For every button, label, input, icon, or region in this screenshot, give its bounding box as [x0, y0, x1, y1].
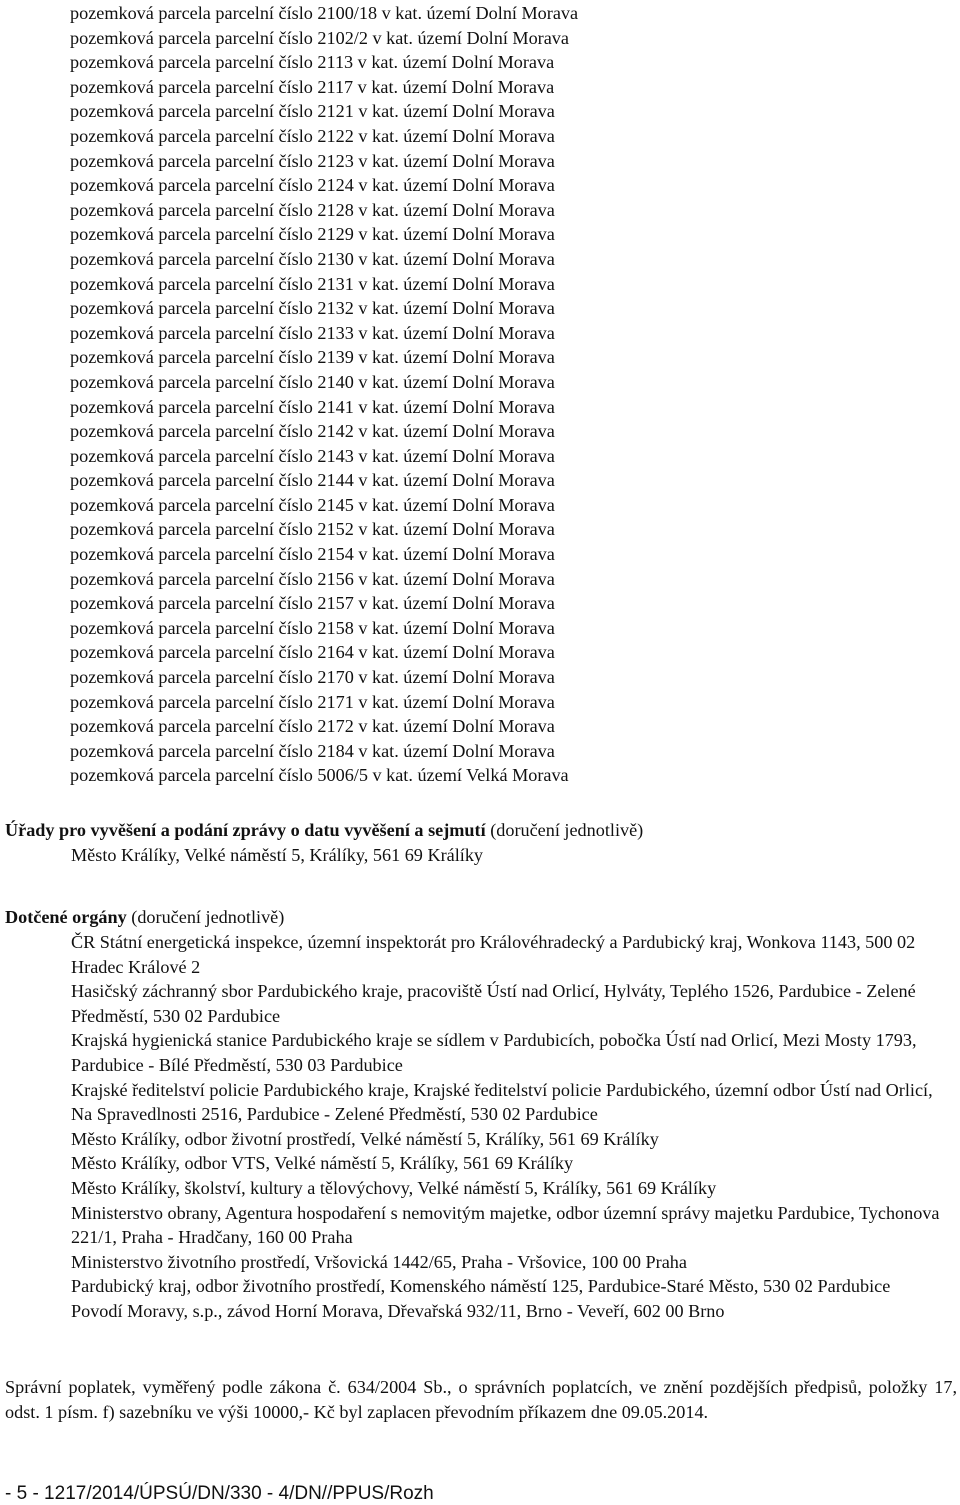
organ-item: Ministerstvo obrany, Agentura hospodaření s nemovitým majetke, odbor územní správy majetku Pardubice, Tychonova 221/1, Praha - Hradčany, 160 00 Praha [71, 1202, 940, 1248]
parcel-line: pozemková parcela parcelní číslo 2143 v kat. území Dolní Morava [70, 445, 555, 466]
organ-item: Krajské ředitelství policie Pardubického kraje, Krajské ředitelství policie Pardubického, územní odbor Ústí nad Orlicí, Na Spravedlnosti 2516, Pardubice - Zelené Předměstí, 530 02 Pardubice [71, 1079, 933, 1125]
parcel-line: pozemková parcela parcelní číslo 2158 v kat. území Dolní Morava [70, 617, 555, 638]
parcel-line: pozemková parcela parcelní číslo 2124 v kat. území Dolní Morava [70, 175, 555, 196]
organ-item: Pardubický kraj, odbor životního prostředí, Komenského náměstí 125, Pardubice-Staré Město, 530 02 Pardubice [71, 1276, 891, 1297]
parcel-line: pozemková parcela parcelní číslo 2131 v kat. území Dolní Morava [70, 273, 555, 294]
parcel-line: pozemková parcela parcelní číslo 2141 v kat. území Dolní Morava [70, 396, 555, 417]
parcel-list [70, 1, 940, 788]
parcel-line: pozemková parcela parcelní číslo 2121 v kat. území Dolní Morava [70, 101, 555, 122]
parcel-line: pozemková parcela parcelní číslo 2170 v kat. území Dolní Morava [70, 667, 555, 688]
parcel-line: pozemková parcela parcelní číslo 2184 v kat. území Dolní Morava [70, 740, 555, 761]
organ-item: Město Králíky, odbor VTS, Velké náměstí 5, Králíky, 561 69 Králíky [71, 1153, 574, 1174]
parcel-line: pozemková parcela parcelní číslo 2157 v kat. území Dolní Morava [70, 593, 555, 614]
office-address: Město Králíky, Velké náměstí 5, Králíky, 561 69 Králíky [71, 845, 484, 865]
parcel-line: pozemková parcela parcelní číslo 2117 v kat. území Dolní Morava [70, 76, 555, 97]
organs-heading-note: (doručení jednotlivě) [131, 907, 285, 927]
parcel-line: pozemková parcela parcelní číslo 2172 v kat. území Dolní Morava [70, 716, 555, 737]
parcel-line: pozemková parcela parcelní číslo 2113 v kat. území Dolní Morava [70, 52, 555, 73]
parcel-line: pozemková parcela parcelní číslo 2100/18 v kat. území Dolní Morava [70, 3, 579, 23]
offices-section [5, 818, 955, 868]
offices-heading-note: (doručení jednotlivě) [490, 820, 644, 840]
parcel-line: pozemková parcela parcelní číslo 2128 v kat. území Dolní Morava [70, 199, 555, 220]
organs-heading-title: Dotčené orgány [5, 907, 127, 927]
parcel-line: pozemková parcela parcelní číslo 2122 v kat. území Dolní Morava [70, 125, 555, 146]
parcel-line: pozemková parcela parcelní číslo 2140 v kat. území Dolní Morava [70, 371, 555, 392]
organ-item: Ministerstvo životního prostředí, Vršovická 1442/65, Praha - Vršovice, 100 00 Praha [71, 1251, 687, 1272]
offices-heading-title: Úřady pro vyvěšení a podání zprávy o datu vyvěšení a sejmutí [5, 820, 486, 840]
organ-item: Město Králíky, odbor životní prostředí, Velké náměstí 5, Králíky, 561 69 Králíky [71, 1128, 659, 1149]
organ-item: Krajská hygienická stanice Pardubického kraje se sídlem v Pardubicích, pobočka Ústí nad Orlicí, Mezi Mosty 1793, Pardubice - Bílé Předměstí, 530 03 Pardubice [71, 1030, 917, 1075]
parcel-line: pozemková parcela parcelní číslo 2102/2 v kat. území Dolní Morava [70, 27, 569, 48]
parcel-line: pozemková parcela parcelní číslo 2130 v kat. území Dolní Morava [70, 248, 555, 269]
organs-section [5, 905, 955, 1324]
parcel-line: pozemková parcela parcelní číslo 2154 v kat. území Dolní Morava [70, 544, 555, 565]
offices-heading [5, 818, 955, 843]
parcel-line: pozemková parcela parcelní číslo 2171 v kat. území Dolní Morava [70, 691, 555, 712]
organs-heading [5, 905, 955, 930]
organ-item: Povodí Moravy, s.p., závod Horní Morava, Dřevařská 932/11, Brno - Veveří, 602 00 Brno [71, 1300, 725, 1321]
parcel-line: pozemková parcela parcelní číslo 2156 v kat. území Dolní Morava [70, 568, 555, 589]
parcel-line: pozemková parcela parcelní číslo 5006/5 v kat. území Velká Morava [70, 765, 569, 786]
parcel-line: pozemková parcela parcelní číslo 2144 v kat. území Dolní Morava [70, 470, 555, 491]
organ-item: Hasičský záchranný sbor Pardubického kraje, pracoviště Ústí nad Orlicí, Hylváty, Teplého 1526, Pardubice - Zelené Předměstí, 530 02 Pardubice [71, 981, 916, 1026]
parcel-line: pozemková parcela parcelní číslo 2164 v kat. území Dolní Morava [70, 642, 555, 663]
organ-item: Město Králíky, školství, kultury a tělovýchovy, Velké náměstí 5, Králíky, 561 69 Králíky [71, 1177, 717, 1198]
parcel-line: pozemková parcela parcelní číslo 2123 v kat. území Dolní Morava [70, 150, 555, 171]
parcel-line: pozemková parcela parcelní číslo 2139 v kat. území Dolní Morava [70, 347, 555, 368]
parcel-line: pozemková parcela parcelní číslo 2133 v kat. území Dolní Morava [70, 322, 555, 343]
fee-paragraph: Správní poplatek, vyměřený podle zákona č. 634/2004 Sb., o správních poplatcích, ve znění pozdějších předpisů, položky 17, odst. 1 písm. f) sazebníku ve výši 10000,- Kč byl zaplacen převodním příkazem dne 09.05.2014. [5, 1377, 957, 1422]
page-footer: - 5 - 1217/2014/ÚPSÚ/DN/330 - 4/DN//PPUS/Rozh [5, 1483, 434, 1504]
parcel-line: pozemková parcela parcelní číslo 2152 v kat. území Dolní Morava [70, 519, 555, 540]
parcel-line: pozemková parcela parcelní číslo 2129 v kat. území Dolní Morava [70, 224, 555, 245]
parcel-line: pozemková parcela parcelní číslo 2132 v kat. území Dolní Morava [70, 298, 555, 319]
organ-item: ČR Státní energetická inspekce, územní inspektorát pro Královéhradecký a Pardubický kraj, Wonkova 1143, 500 02 Hradec Králové 2 [71, 932, 916, 977]
parcel-line: pozemková parcela parcelní číslo 2145 v kat. území Dolní Morava [70, 494, 555, 515]
parcel-line: pozemková parcela parcelní číslo 2142 v kat. území Dolní Morava [70, 421, 555, 442]
